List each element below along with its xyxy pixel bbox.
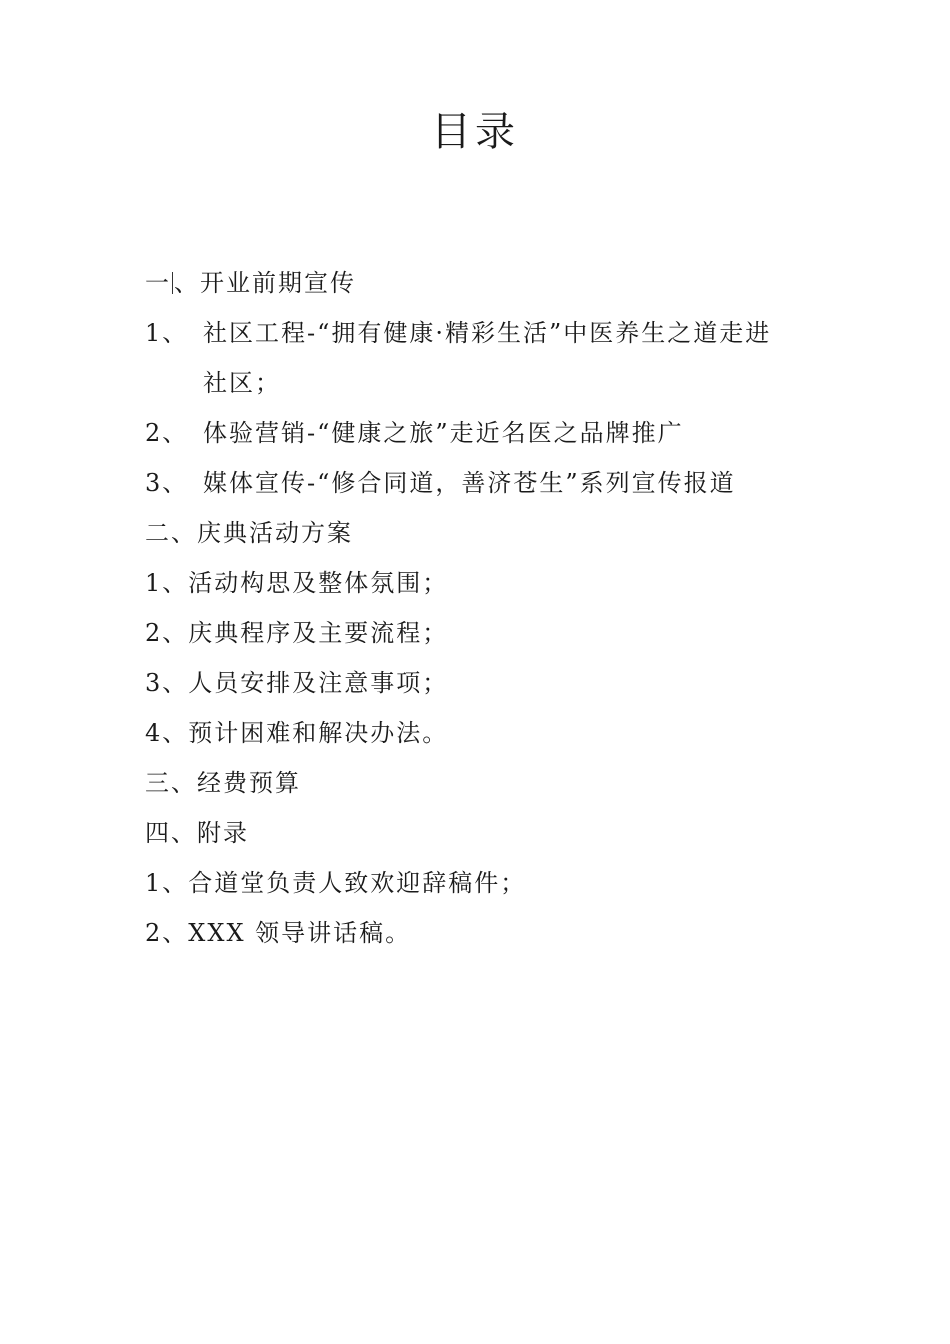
section-heading-1 xyxy=(145,258,845,308)
section-heading-1-label: 、开业前期宣传 xyxy=(174,269,356,297)
toc-item-1-3 xyxy=(145,458,845,508)
toc-item-1-1-continuation: 社区； xyxy=(203,369,281,397)
toc-item-1-2 xyxy=(145,408,845,458)
toc-item-4-2: 2、XXX 领导讲话稿。 xyxy=(145,919,412,947)
toc-item-text: 媒体宣传-“修合同道，善济苍生”系列宣传报道 xyxy=(203,469,736,497)
toc-item-number: 1、 xyxy=(145,319,189,347)
toc-item-2-2: 2、庆典程序及主要流程； xyxy=(145,619,449,647)
toc-item-number: 2、 xyxy=(145,419,189,447)
toc-item-2-3: 3、人员安排及注意事项； xyxy=(145,669,449,697)
toc-item-number: 3、 xyxy=(145,469,189,497)
page-title: 目录 xyxy=(431,109,519,155)
toc-item-2-4: 4、预计困难和解决办法。 xyxy=(145,719,449,747)
table-of-contents xyxy=(145,258,845,958)
toc-item-text: 社区工程-“拥有健康·精彩生活”中医养生之道走进 xyxy=(203,319,772,347)
toc-item-4-1: 1、合道堂负责人致欢迎辞稿件； xyxy=(145,869,527,897)
section-heading-2: 二、庆典活动方案 xyxy=(145,519,353,547)
toc-item-text: 体验营销-“健康之旅”走近名医之品牌推广 xyxy=(203,419,684,447)
text-cursor xyxy=(172,272,173,294)
section-heading-4: 四、附录 xyxy=(145,819,249,847)
toc-item-2-1: 1、活动构思及整体氛围； xyxy=(145,569,449,597)
section-heading-1-number: 一 xyxy=(145,269,171,297)
section-heading-3: 三、经费预算 xyxy=(145,769,301,797)
toc-item-1-1 xyxy=(145,308,845,358)
